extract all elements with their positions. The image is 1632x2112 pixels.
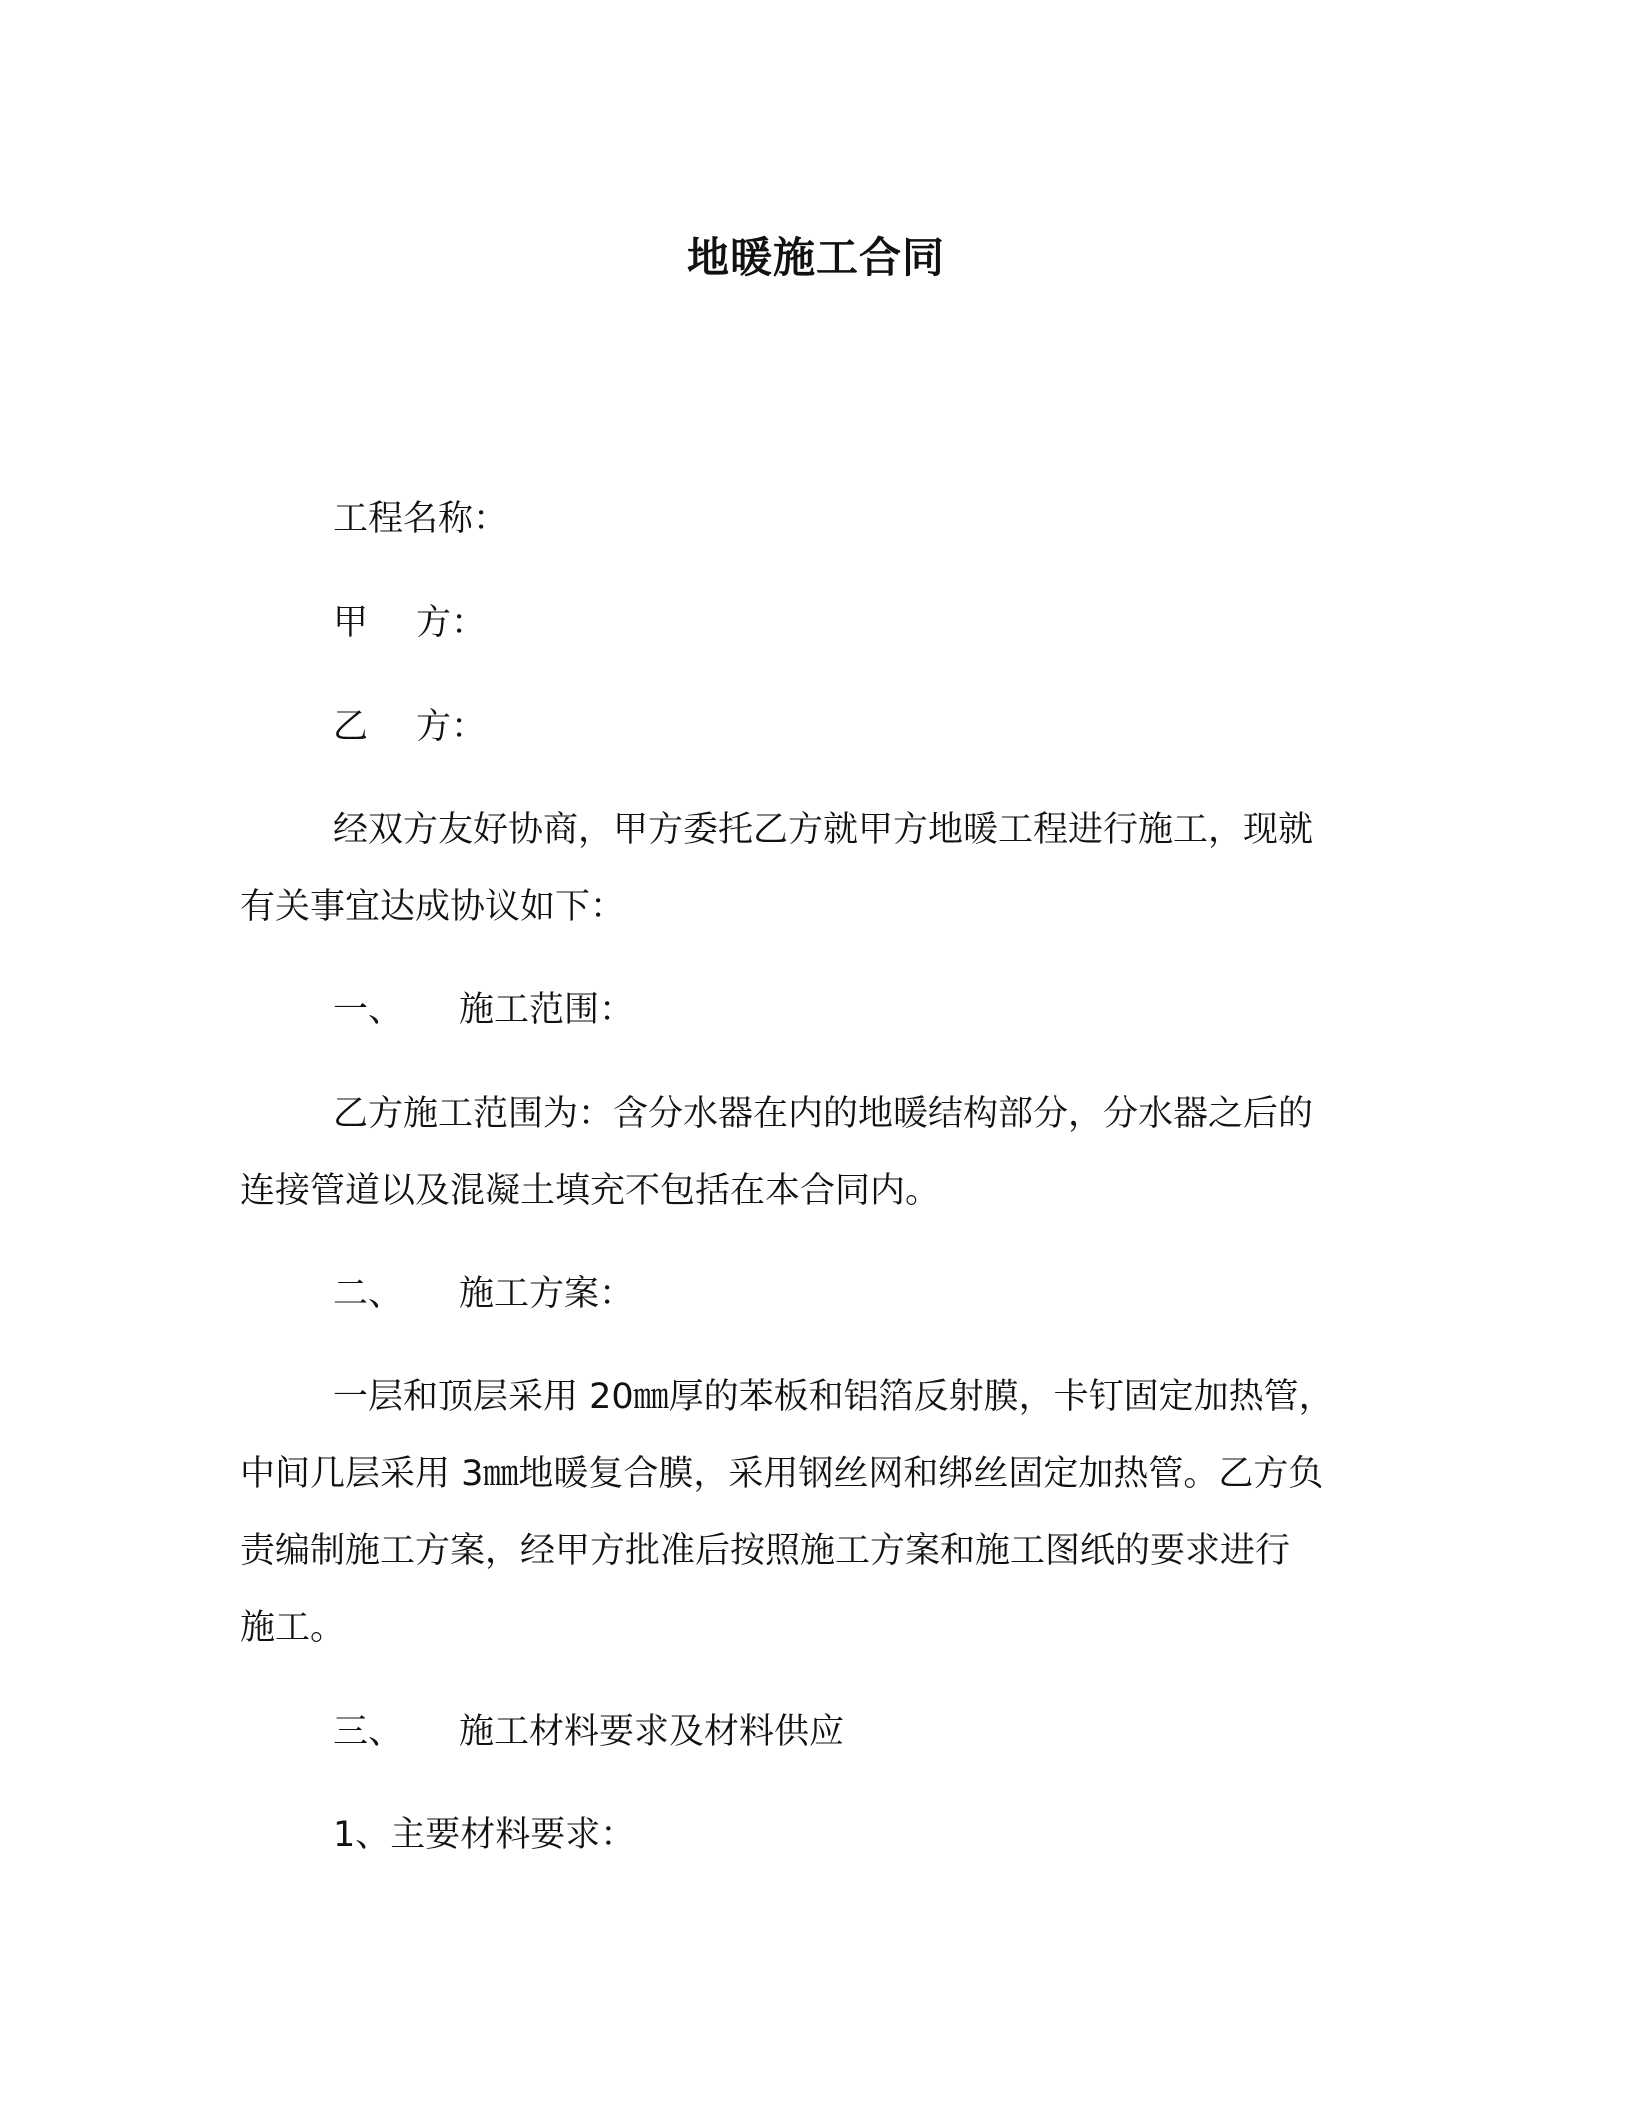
- section-1-number: 一、: [333, 990, 404, 1030]
- section-2-line-3: 责编制施工方案，经甲方批准后按照施工方案和施工图纸的要求进行: [240, 1531, 1291, 1571]
- intro-line-2: 有关事宜达成协议如下：: [240, 887, 626, 927]
- section-1-line-2: 连接管道以及混凝土填充不包括在本合同内。: [240, 1171, 941, 1211]
- section-2-line-4: 施工。: [240, 1608, 346, 1648]
- section-2-number: 二、: [333, 1274, 404, 1314]
- party-a-field: [333, 585, 486, 662]
- document-title: 地暖施工合同: [686, 233, 945, 282]
- section-1-heading: [333, 972, 634, 1049]
- intro-line-1: 经双方友好协商，甲方委托乙方就甲方地暖工程进行施工，现就: [333, 810, 1314, 850]
- section-2-line-2: 中间几层采用 3㎜地暖复合膜，采用钢丝网和绑丝固定加热管。乙方负: [240, 1454, 1324, 1494]
- section-3-title: 施工材料要求及材料供应: [459, 1712, 845, 1752]
- party-b-suffix: 方：: [416, 707, 487, 747]
- party-a-suffix: 方：: [416, 603, 487, 643]
- section-2-line-1: 一层和顶层采用 20㎜厚的苯板和铝箔反射膜，卡钉固定加热管，: [333, 1377, 1334, 1417]
- party-b-label: 乙: [333, 707, 369, 747]
- section-2-heading: [333, 1256, 634, 1333]
- section-2-title: 施工方案：: [459, 1274, 635, 1314]
- section-1-title: 施工范围：: [459, 990, 635, 1030]
- party-b-field: [333, 689, 486, 766]
- project-name-field: 工程名称：: [333, 499, 509, 539]
- section-1-line-1: 乙方施工范围为：含分水器在内的地暖结构部分，分水器之后的: [333, 1094, 1314, 1134]
- party-a-label: 甲: [333, 603, 369, 643]
- section-3-heading: [333, 1694, 844, 1771]
- subsection-heading: 1、主要材料要求：: [333, 1815, 636, 1855]
- section-3-number: 三、: [333, 1712, 404, 1752]
